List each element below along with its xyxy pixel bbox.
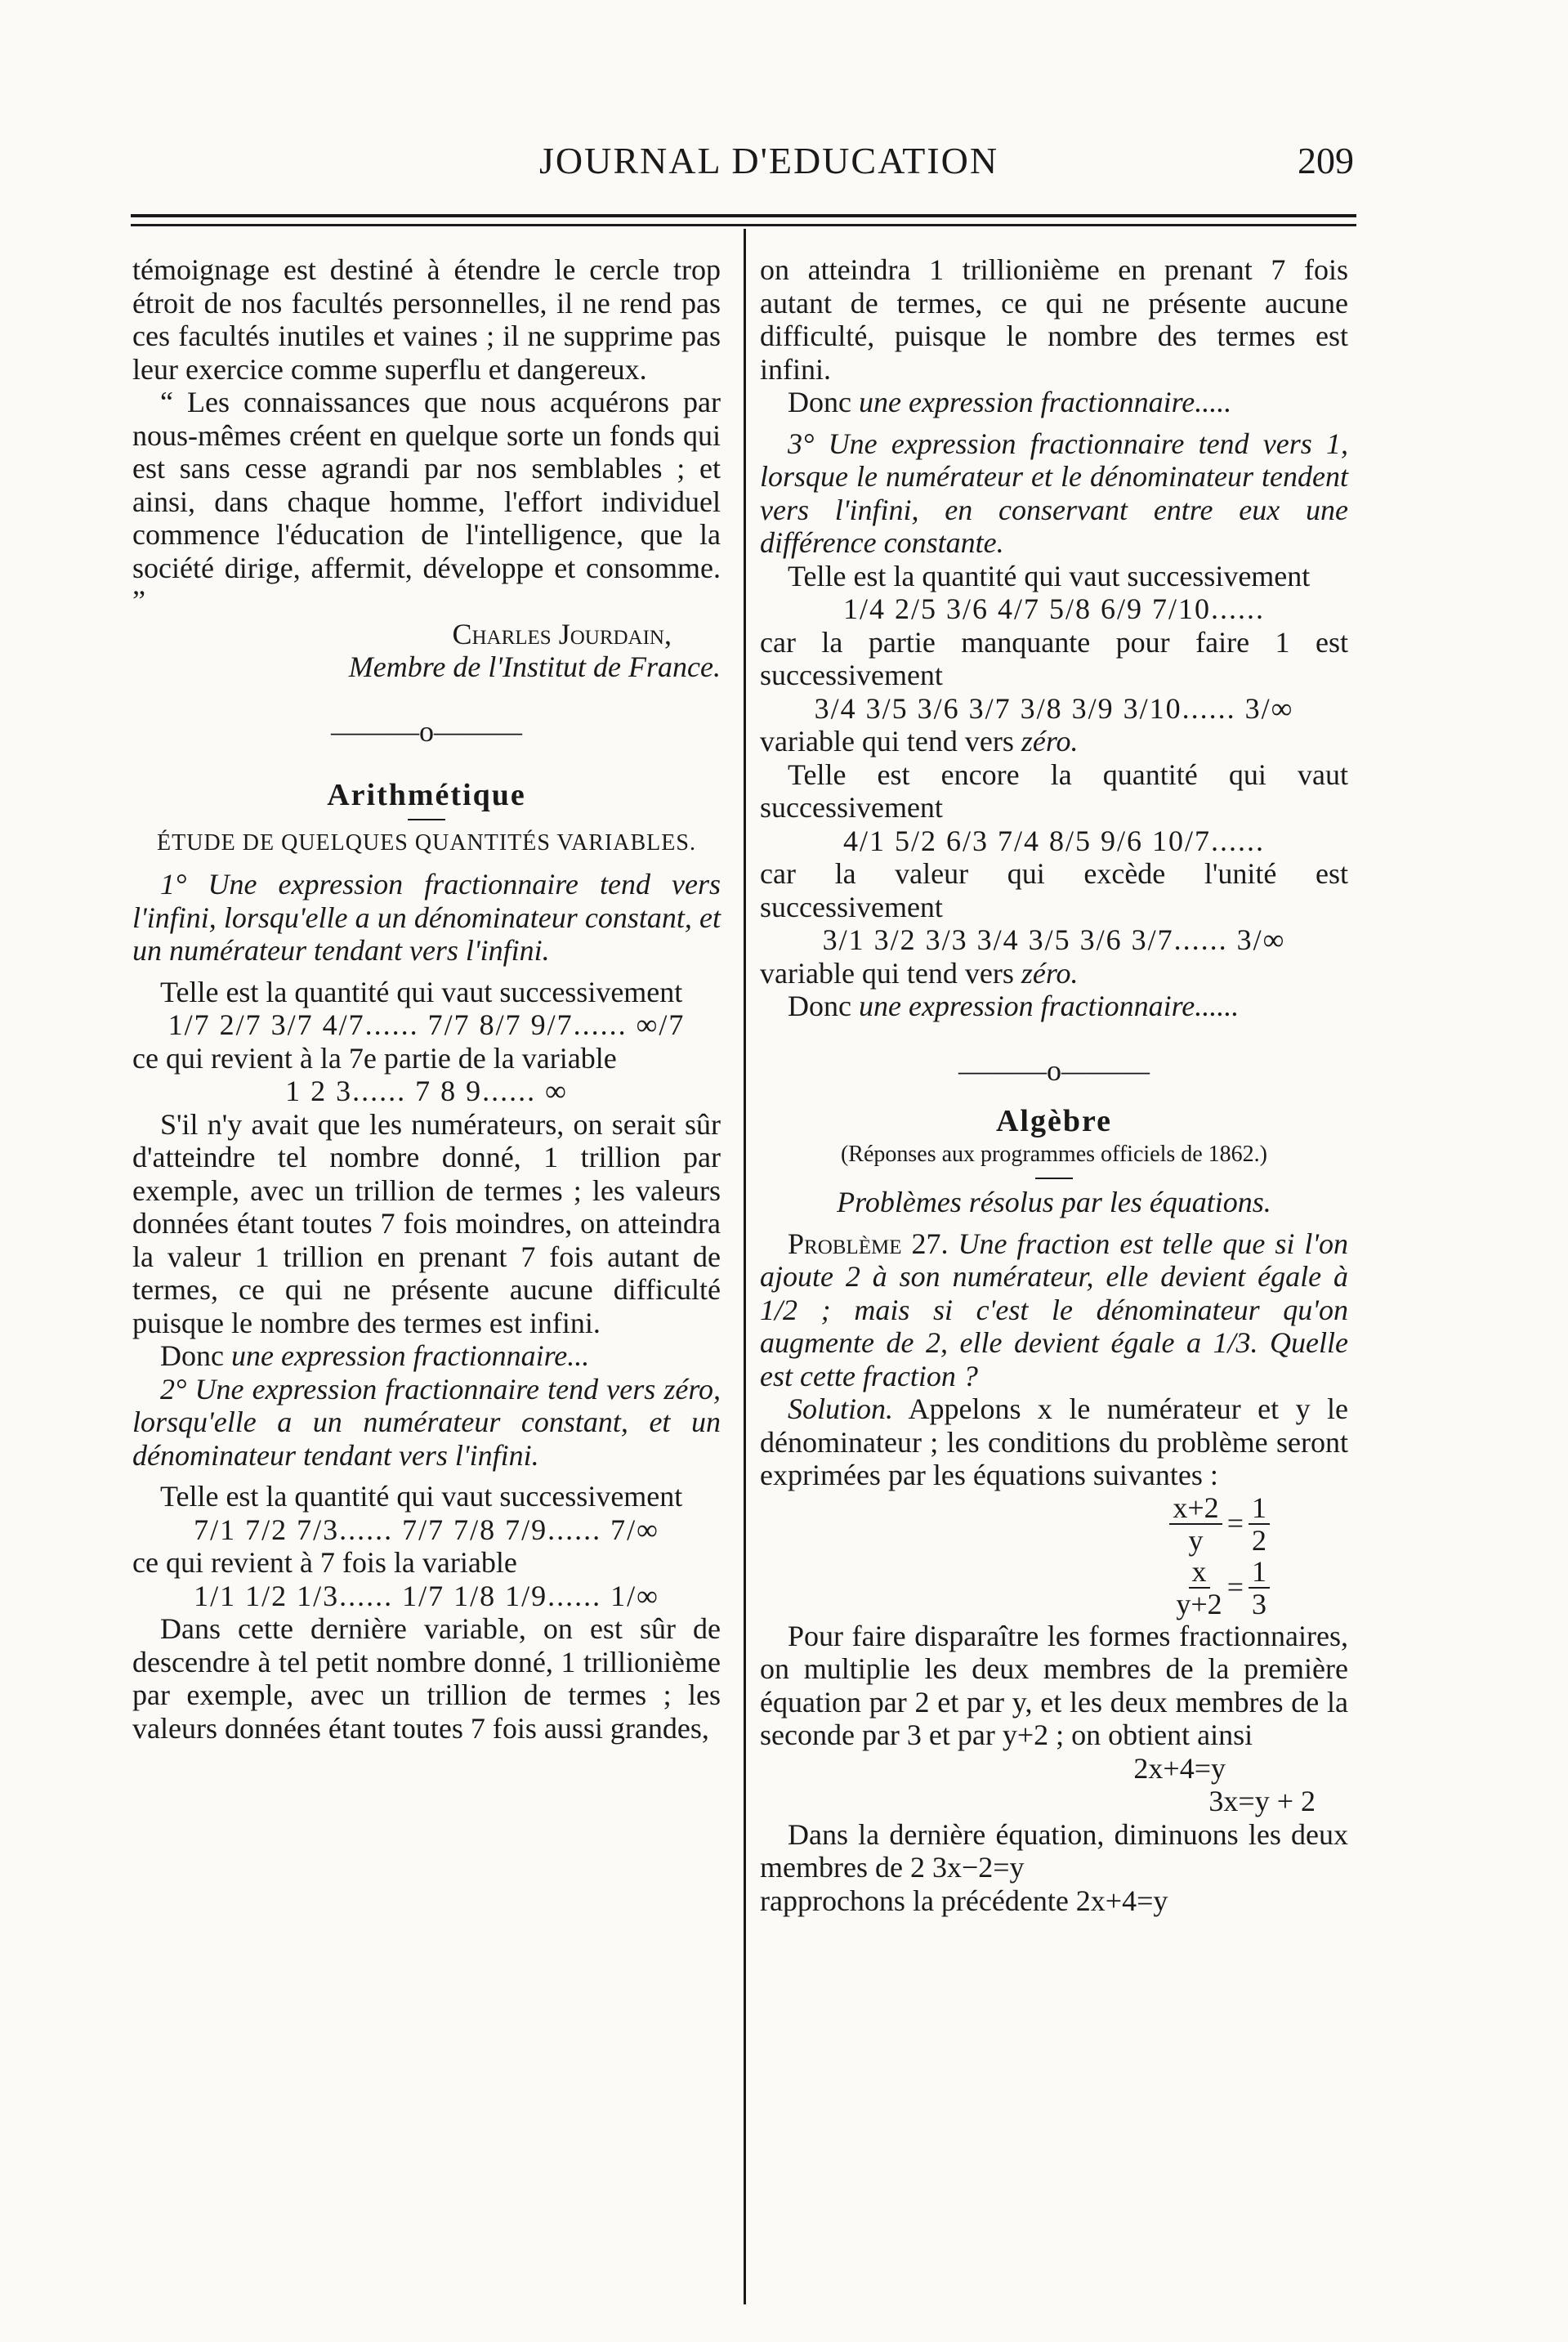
proposition-3: 3° Une expression fractionnaire tend vers 1, lorsque le numérateur et le dénominateur tendent vers l'infini, en conservant entre eux une différence constante. <box>760 427 1348 559</box>
paragraph: Pour faire disparaître les formes fractionnaires, on multiplie les deux membres de la première équation par 2 et par y, et les deux membres de la seconde par 3 et par y+2 ; on obtient ainsi <box>760 1619 1348 1751</box>
header-rule-top <box>131 214 1356 217</box>
eq1-lhs <box>1169 1492 1222 1556</box>
heading-dash <box>408 819 445 820</box>
paragraph: ce qui revient à la 7e partie de la variable <box>132 1041 617 1075</box>
proposition-2: 2° Une expression fractionnaire tend vers zéro, lorsqu'elle a un numérateur constant, et un dénominateur tendant vers l'infini. <box>132 1372 721 1472</box>
paragraph: Telle est la quantité qui vaut successivement <box>160 975 683 1008</box>
equation-2 <box>760 1556 1348 1620</box>
paragraph: Telle est la quantité qui vaut successivement <box>788 559 1311 592</box>
right-column <box>760 253 1348 1917</box>
equals-sign: = <box>1226 1571 1244 1604</box>
eq2-lhs <box>1176 1556 1222 1620</box>
eq1-rhs-numerator: 1 <box>1249 1492 1270 1525</box>
text-prefix: variable qui tend vers <box>760 725 1021 758</box>
eq2-rhs-numerator: 1 <box>1249 1556 1270 1589</box>
equation-1 <box>760 1492 1348 1556</box>
paragraph: S'il n'y avait que les numérateurs, on serait sûr d'atteindre tel nombre donné, 1 trillion par exemple, avec un trillion de termes ; les valeurs données étant toutes 7 fois moindres, on atteindra la valeur 1 trillion en prenant 7 fois autant de termes, ce qui ne présente aucune difficulté puisque le nombre des termes est infini. <box>132 1107 721 1339</box>
eq2-rhs <box>1249 1556 1270 1620</box>
conclusion-line <box>132 1339 721 1373</box>
paragraph: Dans cette dernière variable, on est sûr de descendre à tel petit nombre donné, 1 trillionième par exemple, avec un trillion de termes ; les valeurs données étant toutes 7 fois aussi grandes, <box>132 1612 721 1745</box>
text-prefix: variable qui tend vers <box>760 956 1021 990</box>
sequence-fractions: 7/1 7/2 7/3...... 7/7 7/8 7/9...... 7/∞ <box>194 1513 659 1546</box>
section-heading: Arithmétique <box>327 778 526 812</box>
paragraph <box>760 725 1348 758</box>
proposition-1: 1° Une expression fractionnaire tend vers l'infini, lorsqu'elle a un dénominateur constant, et un numérateur tendant vers l'infini. <box>132 868 721 967</box>
running-head-title: JOURNAL D'EDUCATION <box>539 140 999 181</box>
paragraph: rapprochons la précédente 2x+4=y <box>760 1884 1168 1917</box>
page-number: 209 <box>1298 140 1354 181</box>
problem-label: Problème 27. <box>788 1227 949 1260</box>
eq1-lhs-denominator: y <box>1188 1523 1204 1557</box>
paragraph <box>760 957 1348 990</box>
paragraph: car la valeur qui excède l'unité est successivement <box>760 857 1348 923</box>
conclusion-line <box>760 386 1348 419</box>
sequence-fractions: 1/7 2/7 3/7 4/7...... 7/7 8/7 9/7...... ∞/7 <box>168 1008 686 1041</box>
signature-title: Membre de l'Institut de France. <box>348 650 721 683</box>
solution-text: Appelons x le numérateur et y le dénominateur ; les conditions du problème seront exprimées par les équations suivantes : <box>760 1392 1348 1491</box>
conclusion-prefix: Donc <box>160 1339 231 1372</box>
eq1-lhs-numerator: x+2 <box>1169 1492 1222 1525</box>
conclusion-italic: une expression fractionnaire... <box>230 1339 590 1372</box>
column-divider <box>744 229 746 2304</box>
section-separator: ———o——— <box>331 714 522 748</box>
sequence-fractions: 1/4 2/5 3/6 4/7 5/8 6/9 7/10...... <box>842 592 1265 625</box>
header-rule-bottom <box>131 224 1356 226</box>
sequence-fractions: 1/1 1/2 1/3...... 1/7 1/8 1/9...... 1/∞ <box>194 1579 659 1612</box>
text-italic: zéro. <box>1021 725 1079 758</box>
conclusion-italic: une expression fractionnaire...... <box>858 990 1240 1022</box>
solution-label: Solution. <box>788 1392 894 1425</box>
sequence-fractions: 3/4 3/5 3/6 3/7 3/8 3/9 3/10...... 3/∞ <box>814 691 1294 725</box>
quotation-paragraph: “ Les connaissances que nous acquérons par nous-mêmes créent en quelque sorte un fonds qui est sans cesse agrandi par nos semblables ; et ainsi, dans chaque homme, l'effort individuel commence l'éducation de l'intelligence, que la société dirige, affermit, développe et consomme. ” <box>132 386 721 617</box>
conclusion-italic: une expression fractionnaire..... <box>858 386 1232 418</box>
section-heading: Algèbre <box>995 1104 1113 1138</box>
equation-3: 2x+4=y <box>1133 1751 1226 1785</box>
paragraph: on atteindra 1 trillionième en prenant 7 fois autant de termes, ce qui ne présente aucune difficulté, puisque le nombre des termes est infini. <box>760 253 1348 386</box>
paragraph: car la partie manquante pour faire 1 est successivement <box>760 625 1348 691</box>
text-italic: zéro. <box>1021 956 1079 990</box>
section-separator: ———o——— <box>958 1053 1150 1087</box>
eq1-rhs-denominator: 2 <box>1252 1523 1266 1557</box>
sequence-integers: 1 2 3...... 7 8 9...... ∞ <box>285 1075 568 1107</box>
sequence-fractions: 4/1 5/2 6/3 7/4 8/5 9/6 10/7...... <box>842 824 1265 857</box>
equals-sign: = <box>1226 1507 1244 1540</box>
conclusion-prefix: Donc <box>788 386 859 418</box>
eq2-lhs-denominator: y+2 <box>1176 1587 1222 1620</box>
paragraph: Dans la dernière équation, diminuons les deux membres de 2 3x−2=y <box>760 1817 1348 1884</box>
section-subheading: ÉTUDE DE QUELQUES QUANTITÉS VARIABLES. <box>157 829 696 856</box>
left-column <box>132 253 721 1745</box>
eq1-rhs <box>1249 1492 1270 1556</box>
paragraph: ce qui revient à 7 fois la variable <box>132 1546 517 1579</box>
section-subheading: (Réponses aux programmes officiels de 1862.) <box>840 1141 1268 1167</box>
eq2-lhs-numerator: x <box>1189 1556 1210 1589</box>
section-subtitle: Problèmes résolus par les équations. <box>837 1186 1271 1218</box>
paragraph: Telle est la quantité qui vaut successivement <box>160 1480 683 1513</box>
solution-paragraph <box>760 1392 1348 1492</box>
conclusion-prefix: Donc <box>788 990 859 1022</box>
signature-name: Charles Jourdain, <box>452 617 672 650</box>
eq2-rhs-denominator: 3 <box>1252 1587 1266 1620</box>
paragraph: témoignage est destiné à étendre le cercle trop étroit de nos facultés personnelles, il ne rend pas ces facultés inutiles et vaines ; il ne supprime pas leur exercice comme superflu et dangereux. <box>132 253 721 386</box>
heading-dash <box>1035 1178 1073 1179</box>
equation-4: 3x=y + 2 <box>1208 1785 1316 1817</box>
problem-statement <box>760 1227 1348 1393</box>
sequence-fractions: 3/1 3/2 3/3 3/4 3/5 3/6 3/7...... 3/∞ <box>822 923 1286 956</box>
paragraph: Telle est encore la quantité qui vaut successivement <box>760 758 1348 824</box>
conclusion-line <box>760 990 1348 1023</box>
problem-text: Une fraction est telle que si l'on ajoute 2 à son numérateur, elle devient égale à 1/2 ; mais si c'est le dénominateur qu'on augmente de 2, elle devient égale a 1/3. Quelle est cette fraction ? <box>760 1227 1349 1392</box>
